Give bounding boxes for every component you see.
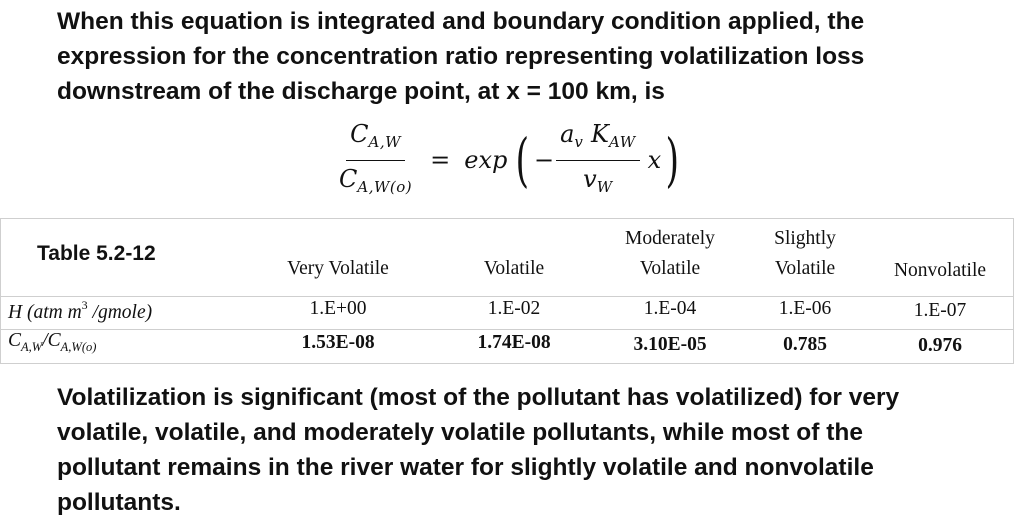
rhs-num-k-subscript: AW	[608, 132, 636, 151]
table-cell: 3.10E-05	[633, 334, 707, 355]
variable-x: x	[647, 146, 662, 174]
intro-paragraph	[57, 4, 977, 109]
rhs-numerator	[556, 119, 640, 161]
equals-sign: =	[430, 146, 451, 174]
concentration-ratio-equation	[335, 118, 684, 202]
intro-line: expression for the concentration ratio representing volatilization loss	[57, 43, 865, 70]
lhs-denominator	[335, 161, 416, 202]
rhs-den-subscript: W	[596, 177, 613, 196]
rhs-num-a: a	[560, 119, 575, 148]
lhs-num-symbol: C	[350, 119, 369, 148]
table-rule	[0, 218, 1, 364]
right-paren: )	[665, 126, 680, 194]
column-header: Moderately Volatile	[625, 228, 715, 279]
summary-line: pollutant remains in the river water for slightly volatile and nonvolatile	[57, 454, 874, 481]
column-header: Nonvolatile	[893, 260, 987, 281]
left-paren: (	[515, 126, 530, 194]
rhs-denominator	[579, 161, 616, 202]
lhs-numerator	[346, 119, 405, 161]
rhs-num-k: K	[591, 119, 609, 148]
table-rule	[0, 218, 1014, 219]
intro-line: downstream of the discharge point, at x = 100 km, is	[57, 78, 665, 105]
column-header: Volatile	[483, 258, 545, 279]
column-header: Very Volatile	[287, 258, 389, 279]
table-cell: 1.E-04	[643, 298, 697, 319]
column-header: Slightly Volatile	[774, 228, 836, 279]
table-cell: 1.74E-08	[477, 332, 551, 353]
lhs-num-subscript: A,W	[368, 132, 402, 151]
table-cell: 1.E+00	[309, 298, 367, 319]
table-cell: 1.E-07	[913, 300, 967, 321]
table-cell: 1.E-02	[487, 298, 541, 319]
table-cell: 1.53E-08	[301, 332, 375, 353]
rhs-fraction	[556, 119, 640, 202]
intro-line: When this equation is integrated and boundary condition applied, the	[57, 8, 865, 35]
lhs-den-symbol: C	[339, 164, 358, 193]
table-caption: Table 5.2-12	[37, 242, 156, 265]
exp-function: exp	[464, 146, 508, 174]
table-cell: 0.785	[783, 334, 827, 355]
table-rule	[0, 329, 1014, 330]
table-rule	[0, 296, 1014, 297]
table-rule	[1013, 218, 1014, 364]
table-cell: 0.976	[918, 335, 962, 356]
minus-sign: −	[534, 146, 555, 174]
row-label-henry-constant: H (atm $m^3$ /gmole)	[8, 298, 153, 323]
table-rule	[0, 363, 1014, 364]
summary-line: volatile, volatile, and moderately volatile pollutants, while most of the	[57, 419, 863, 446]
summary-paragraph	[57, 380, 957, 520]
lhs-den-subscript: A,W(o)	[357, 177, 413, 196]
summary-line: Volatilization is significant (most of the pollutant has volatilized) for very	[57, 384, 900, 411]
table-cell: 1.E-06	[778, 298, 832, 319]
rhs-num-a-subscript: v	[574, 132, 584, 151]
volatility-table	[0, 218, 1014, 364]
row-label-concentration-ratio: $C_{A,W}/C_{A,W(o)}$	[8, 330, 97, 354]
summary-line: pollutants.	[57, 489, 181, 516]
lhs-fraction	[335, 119, 416, 202]
rhs-den-symbol: v	[583, 164, 597, 193]
